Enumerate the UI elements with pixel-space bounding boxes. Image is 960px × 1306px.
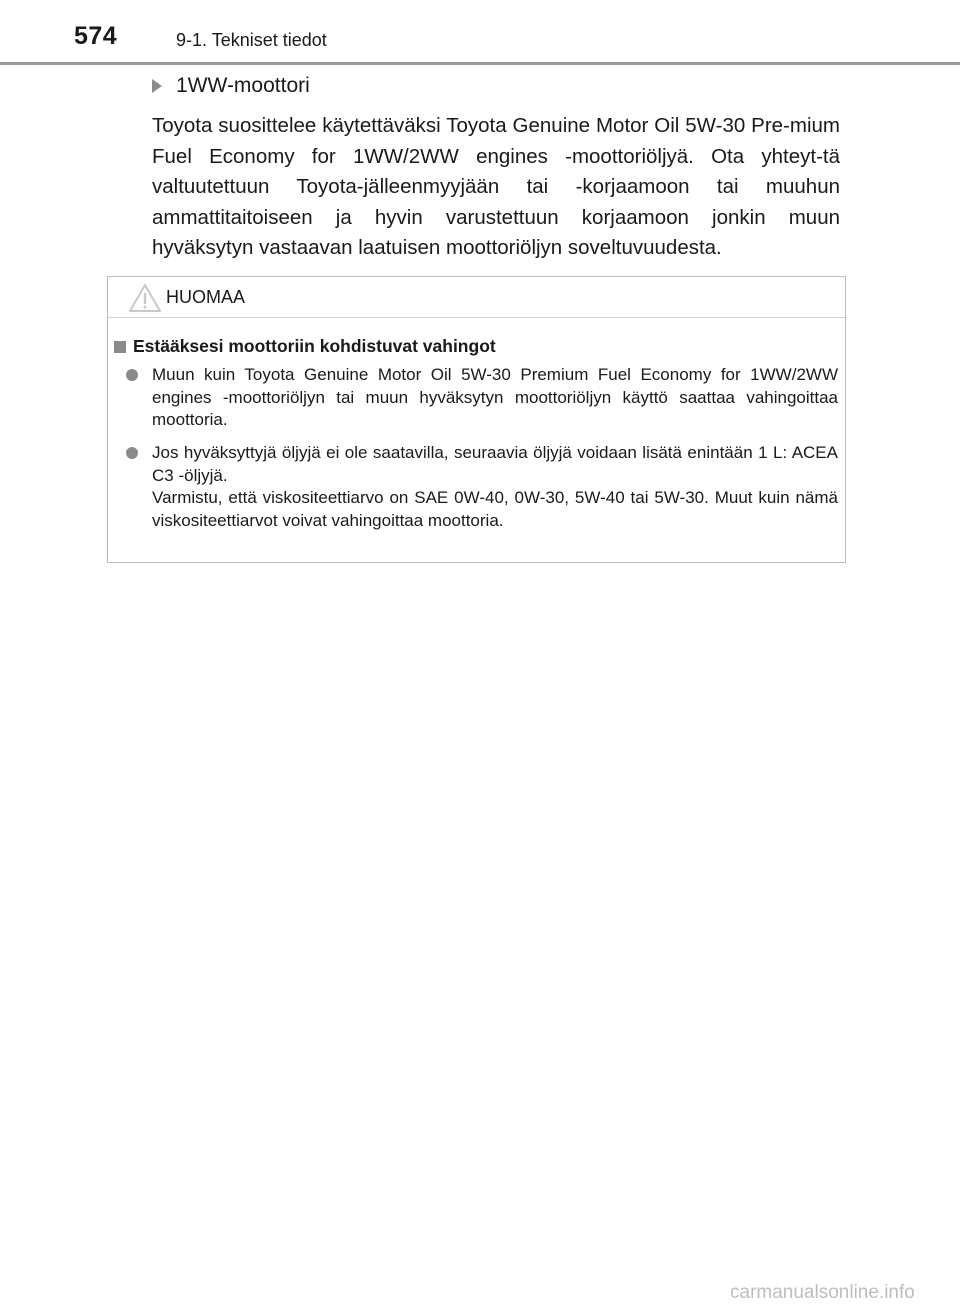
notice-section-heading-text: Estääksesi moottoriin kohdistuvat vahingot bbox=[133, 336, 496, 356]
notice-box bbox=[107, 276, 846, 563]
notice-label: HUOMAA bbox=[166, 287, 246, 307]
triangle-bullet-icon bbox=[152, 79, 162, 93]
notice-item-text-line: Varmistu, että viskositeettiarvo on SAE 0W-40, 0W-30, 5W-40 tai 5W-30. Muut kuin nämä viskositeettiarvot voivat vahingoittaa moottoria. bbox=[152, 488, 838, 530]
engine-subheading-text: 1WW-moottori bbox=[176, 74, 310, 97]
chapter-title: 9-1. Tekniset tiedot bbox=[176, 30, 327, 50]
notice-item-text-line: Jos hyväksyttyjä öljyjä ei ole saatavilla, seuraavia öljyjä voidaan lisätä enintään 1 L: ACEA C3 -öljyjä. bbox=[152, 443, 838, 485]
notice-header bbox=[108, 277, 845, 318]
page-number: 574 bbox=[74, 22, 118, 50]
square-bullet-icon bbox=[114, 341, 126, 353]
watermark: carmanualsonline.info bbox=[730, 1282, 915, 1303]
notice-section-heading bbox=[114, 336, 496, 357]
notice-list-item bbox=[126, 442, 838, 532]
notice-list-item bbox=[126, 364, 838, 432]
circle-bullet-icon bbox=[126, 369, 138, 381]
header-rule bbox=[0, 62, 960, 65]
engine-subheading bbox=[152, 74, 310, 98]
notice-item-text: Muun kuin Toyota Genuine Motor Oil 5W-30 Premium Fuel Economy for 1WW/2WW engines -moottoriöljyn tai muun hyväksytyn moottoriöljyn käyttö saattaa vahingoittaa moottoria. bbox=[152, 365, 838, 429]
warning-triangle-icon bbox=[128, 283, 162, 313]
circle-bullet-icon bbox=[126, 447, 138, 459]
notice-item-text bbox=[152, 442, 838, 532]
oil-recommendation-paragraph: Toyota suosittelee käytettäväksi Toyota Genuine Motor Oil 5W-30 Pre-mium Fuel Economy for 1WW/2WW engines -moottoriöljyä. Ota yhteyt-tä valtuutettuun Toyota-jälleenmyyjään tai -korjaamoon tai muuhun ammattitaitoiseen ja hyvin varustettuun korjaamoon jonkin muun hyväksytyn vastaavan laatuisen moottoriöljyn soveltuvuudesta. bbox=[152, 114, 840, 259]
